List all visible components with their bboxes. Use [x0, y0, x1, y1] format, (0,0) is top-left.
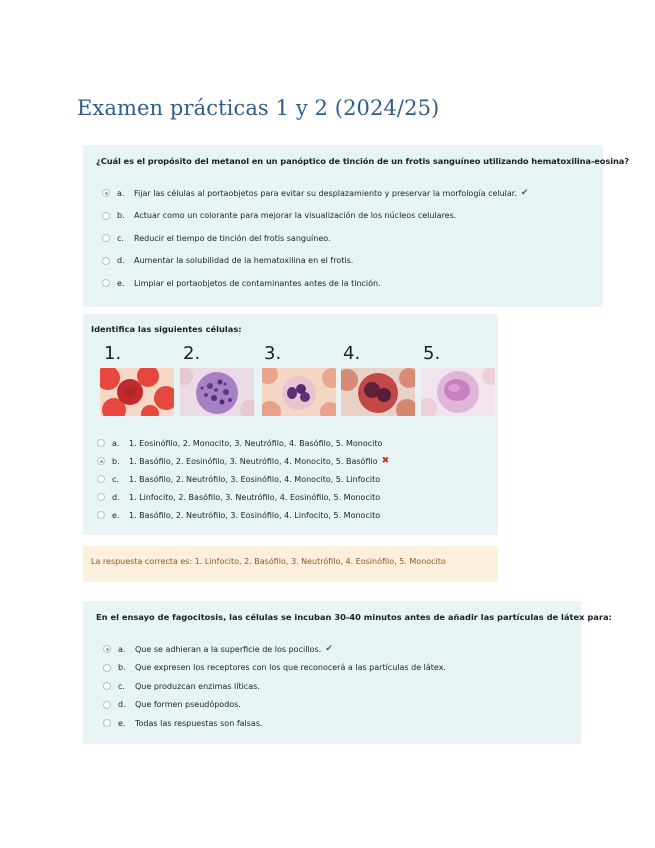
- option-letter: c.: [118, 681, 125, 691]
- option-text: Fijar las células al portaobjetos para evitar su desplazamiento y preservar la morfología celular.: [134, 188, 517, 198]
- option-text: 1. Basófilo, 2. Neutrófilo, 3. Eosinófilo, 4. Monocito, 5. Linfocito: [129, 474, 381, 484]
- page-title: Examen prácticas 1 y 2 (2024/25): [77, 96, 440, 120]
- radio-button[interactable]: [102, 189, 110, 197]
- q3-option-d[interactable]: [103, 699, 241, 711]
- option-letter: a.: [117, 188, 125, 198]
- q3-option-a[interactable]: [103, 643, 333, 655]
- question-3-text: En el ensayo de fagocitosis, las células se incuban 30-40 minutos antes de añadir las partículas de látex para:: [96, 612, 612, 622]
- option-text: Que formen pseudópodos.: [135, 700, 241, 709]
- q2-option-e[interactable]: [97, 509, 380, 521]
- option-letter: b.: [112, 456, 120, 466]
- radio-button[interactable]: [102, 212, 110, 220]
- q2-option-d[interactable]: [97, 491, 380, 503]
- option-letter: c.: [117, 233, 124, 243]
- q1-option-e[interactable]: [102, 277, 381, 289]
- cell-label-4: 4.: [343, 343, 361, 364]
- radio-button[interactable]: [97, 457, 105, 465]
- correct-check-icon: ✔: [520, 188, 529, 198]
- radio-button[interactable]: [102, 234, 110, 242]
- cell-label-2: 2.: [183, 343, 201, 364]
- q1-option-c[interactable]: [102, 232, 331, 244]
- lymphocyte-image: [100, 368, 174, 416]
- q3-option-e[interactable]: [103, 717, 263, 729]
- q2-option-b[interactable]: [97, 455, 389, 467]
- q2-option-c[interactable]: [97, 473, 380, 485]
- q3-option-b[interactable]: [103, 662, 446, 674]
- q3-option-c[interactable]: [103, 680, 260, 692]
- correct-answer-feedback: [83, 546, 498, 582]
- option-text: Que se adhieran a la superficie de los pocillos.: [135, 644, 322, 654]
- radio-button[interactable]: [102, 257, 110, 265]
- option-text: Limpiar el portaobjetos de contaminantes antes de la tinción.: [134, 278, 381, 288]
- option-letter: b.: [117, 211, 125, 220]
- question-2-text: Identifica las siguientes células:: [91, 324, 242, 334]
- option-letter: a.: [112, 438, 120, 448]
- cell-label-3: 3.: [264, 343, 282, 364]
- option-text: Que produzcan enzimas líticas.: [135, 681, 260, 691]
- eosinophil-image: [341, 368, 415, 416]
- monocyte-image: [421, 368, 495, 416]
- radio-button[interactable]: [103, 719, 111, 727]
- feedback-text: La respuesta correcta es: 1. Linfocito, 2. Basófilo, 3. Neutrófilo, 4. Eosinófilo, 5. Monocito: [91, 557, 446, 566]
- radio-button[interactable]: [97, 493, 105, 501]
- option-text: 1. Basófilo, 2. Neutrófilo, 3. Eosinófilo, 4. Linfocito, 5. Monocito: [129, 510, 381, 520]
- correct-check-icon: ✔: [325, 644, 333, 654]
- incorrect-cross-icon: ✖: [381, 456, 390, 466]
- radio-button[interactable]: [97, 439, 105, 447]
- option-text: 1. Eosinófilo, 2. Monocito, 3. Neutrófilo, 4. Basófilo, 5. Monocito: [129, 438, 383, 448]
- q1-option-b[interactable]: [102, 210, 456, 222]
- radio-button[interactable]: [102, 279, 110, 287]
- option-letter: e.: [112, 510, 120, 520]
- radio-button[interactable]: [103, 645, 111, 653]
- option-letter: b.: [118, 663, 126, 672]
- option-text: Aumentar la solubilidad de la hematoxilina en el frotis.: [134, 256, 354, 265]
- option-letter: e.: [118, 718, 126, 728]
- option-letter: d.: [117, 256, 125, 265]
- q2-option-a[interactable]: [97, 437, 382, 449]
- option-text: Todas las respuestas son falsas.: [135, 718, 263, 728]
- radio-button[interactable]: [103, 682, 111, 690]
- radio-button[interactable]: [103, 701, 111, 709]
- option-text: 1. Basófilo, 2. Eosinófilo, 3. Neutrófilo, 4. Monocito, 5. Basófilo: [129, 456, 378, 466]
- cell-label-1: 1.: [104, 343, 122, 364]
- option-text: Actuar como un colorante para mejorar la visualización de los núcleos celulares.: [134, 211, 457, 220]
- option-text: 1. Linfocito, 2. Basófilo, 3. Neutrófilo, 4. Eosinófilo, 5. Monocito: [129, 492, 381, 502]
- radio-button[interactable]: [97, 511, 105, 519]
- neutrophil-image: [262, 368, 336, 416]
- option-letter: e.: [117, 278, 125, 288]
- basophil-image: [180, 368, 254, 416]
- option-letter: d.: [118, 700, 126, 709]
- option-text: Que expresen los receptores con los que reconocerá a las partículas de látex.: [135, 663, 446, 672]
- radio-button[interactable]: [103, 664, 111, 672]
- q1-option-a[interactable]: [102, 187, 528, 199]
- q1-option-d[interactable]: [102, 255, 353, 267]
- option-letter: a.: [118, 644, 126, 654]
- option-text: Reducir el tiempo de tinción del frotis sanguíneo.: [134, 233, 331, 243]
- option-letter: d.: [112, 492, 120, 502]
- radio-button[interactable]: [97, 475, 105, 483]
- option-letter: c.: [112, 474, 119, 484]
- cell-label-5: 5.: [423, 343, 441, 364]
- question-1-text: ¿Cuál es el propósito del metanol en un panóptico de tinción de un frotis sanguíneo utilizando hematoxilina-eosina?: [96, 156, 630, 166]
